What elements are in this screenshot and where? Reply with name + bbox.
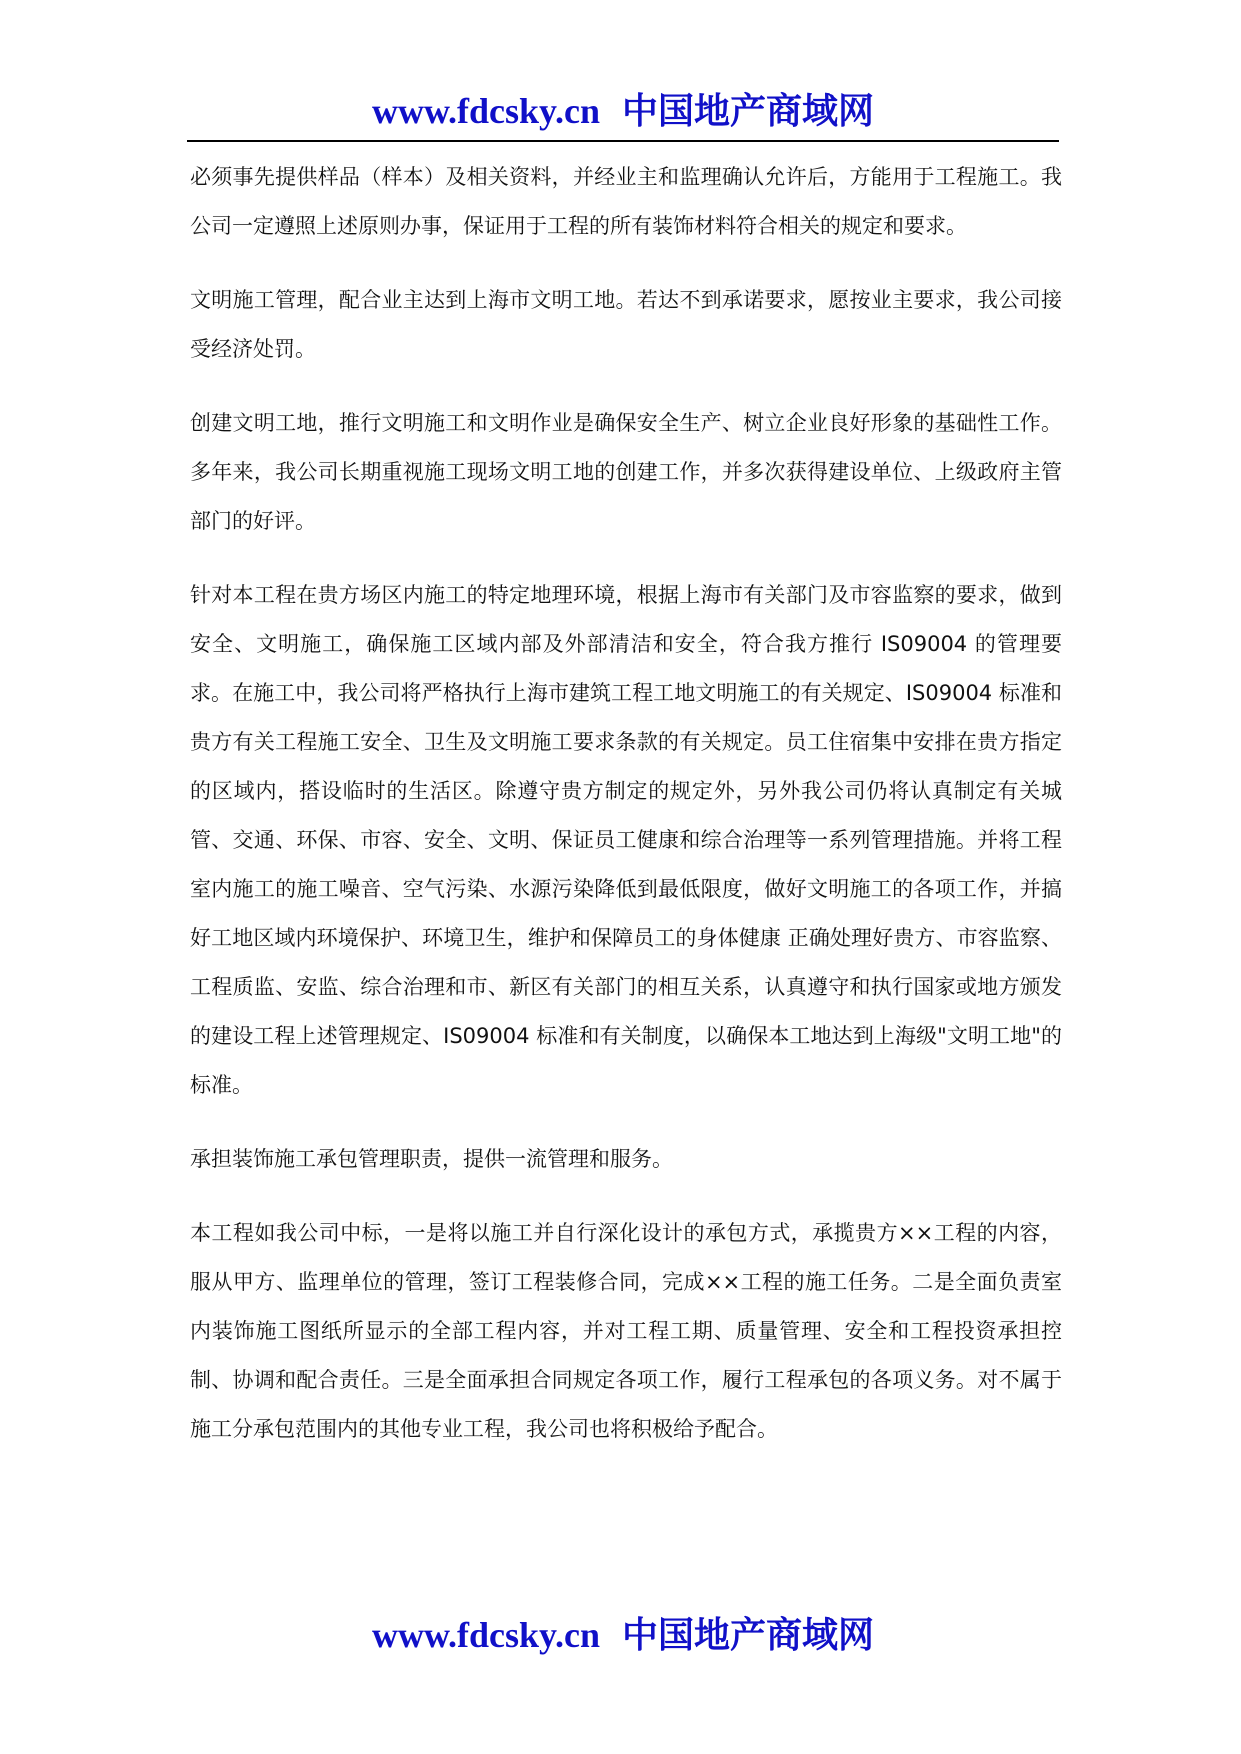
- footer-site-name: 中国地产商域网: [622, 1615, 875, 1655]
- page-header: [187, 88, 1059, 142]
- paragraph-contract-scope: 本工程如我公司中标，一是将以施工并自行深化设计的承包方式，承揽贵方××工程的内容，服从甲方、监理单位的管理，签订工程装修合同，完成××工程的施工任务。二是全面负责室内装饰施工图纸所显示的全部工程内容，并对工程工期、质量管理、安全和工程投资承担控制、协调和配合责任。三是全面承担合同规定各项工作，履行工程承包的各项义务。对不属于施工分承包范围内的其他专业工程，我公司也将积极给予配合。: [190, 1221, 1062, 1441]
- paragraph-civilized-construction: 文明施工管理，配合业主达到上海市文明工地。若达不到承诺要求，愿按业主要求，我公司接受经济处罚。: [190, 288, 1062, 361]
- paragraph-sample-approval: 必须事先提供样品（样本）及相关资料，并经业主和监理确认允许后，方能用于工程施工。我公司一定遵照上述原则办事，保证用于工程的所有装饰材料符合相关的规定和要求。: [190, 165, 1062, 238]
- header-site-line: [187, 88, 1059, 134]
- paragraph-contract-duties: 承担装饰施工承包管理职责，提供一流管理和服务。: [190, 1147, 673, 1171]
- paragraph-civilized-site: 创建文明工地，推行文明施工和文明作业是确保安全生产、树立企业良好形象的基础性工作。多年来，我公司长期重视施工现场文明工地的创建工作，并多次获得建设单位、上级政府主管部门的好评。: [190, 411, 1062, 533]
- paragraph-site-management: 针对本工程在贵方场区内施工的特定地理环境，根据上海市有关部门及市容监察的要求，做到安全、文明施工，确保施工区域内部及外部清洁和安全，符合我方推行 IS09004 的管理要求。在施工中，我公司将严格执行上海市建筑工程工地文明施工的有关规定、IS09004 标准和贵方有关工程施工安全、卫生及文明施工要求条款的有关规定。员工住宿集中安排在贵方指定的区域内，搭设临时的生活区。除遵守贵方制定的规定外，另外我公司仍将认真制定有关城管、交通、环保、市容、安全、文明、保证员工健康和综合治理等一系列管理措施。并将工程室内施工的施工噪音、空气污染、水源污染降低到最低限度，做好文明施工的各项工作，并搞好工地区域内环境保护、环境卫生，维护和保障员工的身体健康 正确处理好贵方、市容监察、工程质监、安监、综合治理和市、新区有关部门的相互关系，认真遵守和执行国家或地方颁发的建设工程上述管理规定、IS09004 标准和有关制度，以确保本工地达到上海级"文明工地"的标准。: [190, 583, 1062, 1097]
- header-site-name: 中国地产商域网: [622, 91, 875, 131]
- footer-site-line: [187, 1612, 1059, 1658]
- page-footer: [187, 1612, 1059, 1658]
- header-url-link[interactable]: www.fdcsky.cn: [371, 91, 601, 131]
- document-body: [190, 153, 1062, 1479]
- footer-url-link[interactable]: www.fdcsky.cn: [371, 1615, 601, 1655]
